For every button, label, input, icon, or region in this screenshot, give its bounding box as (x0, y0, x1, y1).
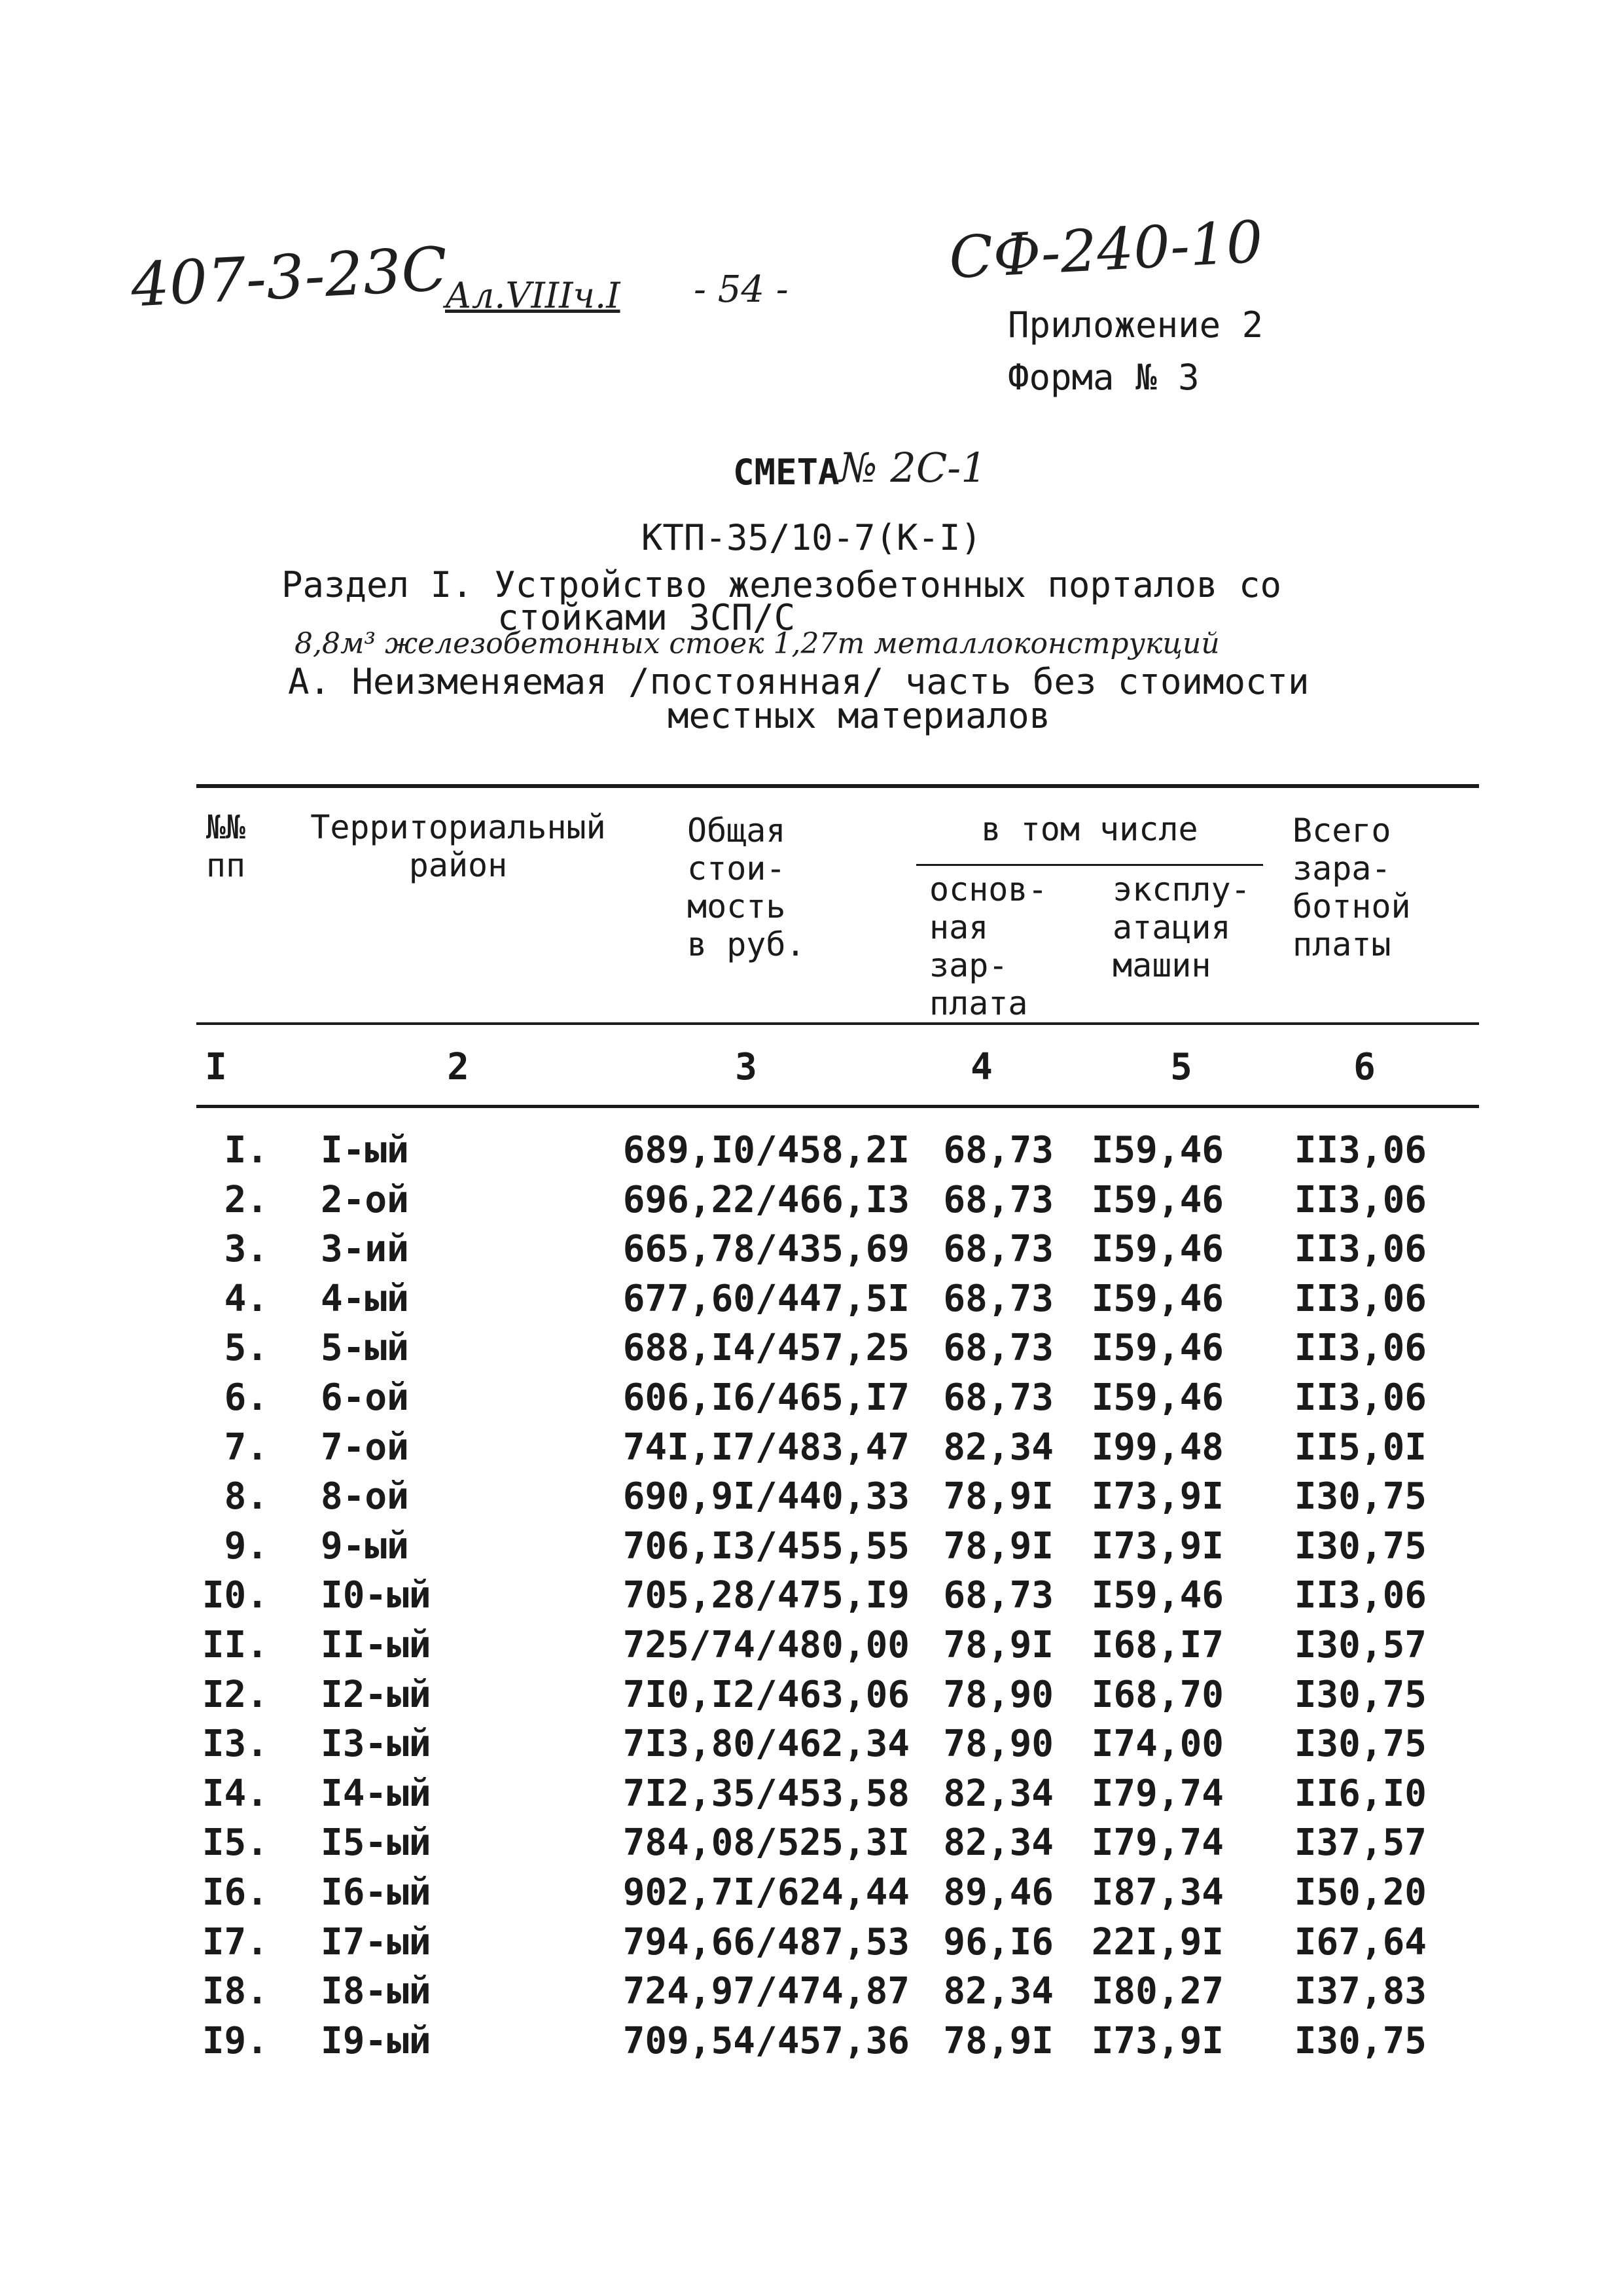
table-row (0, 1967, 1623, 2017)
row-machine-operation: 22I,9I (1091, 1920, 1224, 1964)
table-row (0, 1373, 1623, 1423)
row-region: 6-ой (321, 1376, 409, 1419)
row-basic-wage: 82,34 (943, 1821, 1054, 1865)
table-row (0, 1522, 1623, 1571)
row-number: 6. (224, 1376, 268, 1419)
row-machine-operation: I73,9I (1091, 1524, 1224, 1568)
row-basic-wage: 82,34 (943, 1772, 1054, 1815)
row-total-cost: 706,I3/455,55 (622, 1524, 910, 1568)
row-region: I8-ый (321, 1970, 431, 2013)
row-number: I8. (202, 1970, 268, 2013)
row-number: I4. (202, 1772, 268, 1815)
row-machine-operation: I74,00 (1091, 1723, 1224, 1766)
row-total-cost: 724,97/474,87 (622, 1970, 910, 2013)
row-total-wage: I50,20 (1294, 1871, 1427, 1914)
header-col-total: Общая стои- мость в руб. (687, 812, 806, 963)
row-total-cost: 606,I6/465,I7 (622, 1376, 910, 1419)
row-basic-wage: 78,90 (943, 1723, 1054, 1766)
row-total-wage: II3,06 (1294, 1228, 1427, 1271)
row-basic-wage: 68,73 (943, 1277, 1054, 1320)
header-bottom-rule (196, 1022, 1479, 1025)
row-total-cost: 688,I4/457,25 (622, 1327, 910, 1370)
row-machine-operation: I80,27 (1091, 1970, 1224, 2013)
row-total-cost: 725/74/480,00 (622, 1624, 910, 1666)
header-group-including: в том числе (981, 810, 1198, 848)
table-top-rule (196, 784, 1479, 788)
handwritten-album: Ал.VIIIч.I (445, 275, 620, 316)
row-basic-wage: 82,34 (943, 1426, 1054, 1469)
table-row (0, 1571, 1623, 1621)
header-col-wage: основ- ная зар- плата (929, 870, 1048, 1022)
table-row (0, 1175, 1623, 1225)
header-col-number: №№ пп (205, 808, 246, 884)
row-region: 8-ой (321, 1475, 409, 1518)
table-row (0, 1769, 1623, 1819)
table-row (0, 1719, 1623, 1769)
row-machine-operation: I59,46 (1091, 1178, 1224, 1221)
row-machine-operation: I99,48 (1091, 1426, 1224, 1469)
row-number: I9. (202, 2019, 268, 2062)
row-basic-wage: 68,73 (943, 1129, 1054, 1172)
appendix-label: Приложение 2 (1008, 304, 1264, 346)
row-region: I2-ый (321, 1673, 431, 1716)
row-number: 5. (224, 1327, 268, 1370)
row-number: I6. (202, 1871, 268, 1914)
table-row (0, 1323, 1623, 1373)
row-total-cost: 784,08/525,3I (622, 1821, 910, 1865)
row-number: I7. (202, 1920, 268, 1964)
object-title: КТП-35/10-7(К-I) (641, 517, 982, 558)
row-total-cost: 665,78/435,69 (622, 1228, 910, 1271)
row-machine-operation: I73,9I (1091, 1475, 1224, 1518)
row-machine-operation: I59,46 (1091, 1327, 1224, 1370)
column-number: I (205, 1046, 227, 1088)
page-number: - 54 - (694, 268, 789, 311)
row-basic-wage: 78,9I (943, 1624, 1054, 1666)
section-title-line1: Раздел I. Устройство железобетонных порталов со (281, 564, 1282, 605)
row-total-cost: 7I2,35/453,58 (622, 1772, 910, 1815)
row-basic-wage: 78,9I (943, 2019, 1054, 2062)
row-basic-wage: 68,73 (943, 1178, 1054, 1221)
smeta-number: № 2С-1 (839, 444, 987, 492)
group-underline (916, 864, 1263, 866)
row-total-cost: 74I,I7/483,47 (622, 1426, 910, 1469)
table-row (0, 1274, 1623, 1324)
table-row (0, 1472, 1623, 1522)
handwritten-code-left: 407-3-23С (129, 234, 450, 321)
row-total-wage: II3,06 (1294, 1129, 1427, 1172)
row-basic-wage: 78,9I (943, 1524, 1054, 1568)
row-total-wage: I30,75 (1294, 1475, 1427, 1518)
row-number: I5. (202, 1821, 268, 1865)
column-number: 4 (971, 1046, 993, 1088)
row-number: I. (224, 1129, 268, 1172)
row-total-wage: II3,06 (1294, 1574, 1427, 1617)
table-row (0, 2017, 1623, 2066)
row-region: 7-ой (321, 1426, 409, 1469)
row-number: 9. (224, 1524, 268, 1568)
row-total-wage: I67,64 (1294, 1920, 1427, 1964)
row-number: 8. (224, 1475, 268, 1518)
quantities-note: 8,8м³ железобетонных стоек 1,27т металлоконструкций (294, 627, 1220, 660)
row-region: 4-ый (321, 1277, 409, 1320)
column-number: 3 (735, 1046, 757, 1088)
row-machine-operation: I68,I7 (1091, 1624, 1224, 1666)
row-basic-wage: 68,73 (943, 1574, 1054, 1617)
row-total-wage: II6,I0 (1294, 1772, 1427, 1815)
row-number: 7. (224, 1426, 268, 1469)
row-number: II. (202, 1624, 268, 1666)
row-number: I2. (202, 1673, 268, 1716)
row-region: 3-ий (321, 1228, 409, 1271)
row-region: I-ый (321, 1129, 409, 1172)
row-total-wage: I37,57 (1294, 1821, 1427, 1865)
column-number: 6 (1353, 1046, 1376, 1088)
section-title-line2: стойками ЗСП/С (497, 597, 796, 638)
row-total-cost: 705,28/475,I9 (622, 1574, 910, 1617)
row-number: I3. (202, 1723, 268, 1766)
row-total-cost: 7I0,I2/463,06 (622, 1673, 910, 1716)
table-row (0, 1670, 1623, 1720)
row-basic-wage: 68,73 (943, 1376, 1054, 1419)
row-total-wage: II3,06 (1294, 1178, 1427, 1221)
table-row (0, 1423, 1623, 1473)
row-basic-wage: 82,34 (943, 1970, 1054, 2013)
row-basic-wage: 68,73 (943, 1228, 1054, 1271)
row-basic-wage: 89,46 (943, 1871, 1054, 1914)
row-total-cost: 696,22/466,I3 (622, 1178, 910, 1221)
row-machine-operation: I59,46 (1091, 1228, 1224, 1271)
row-region: 2-ой (321, 1178, 409, 1221)
row-number: 3. (224, 1228, 268, 1271)
row-region: I6-ый (321, 1871, 431, 1914)
row-machine-operation: I79,74 (1091, 1821, 1224, 1865)
column-numbers-rule (196, 1105, 1479, 1108)
form-label: Форма № 3 (1008, 357, 1200, 398)
table-row (0, 1868, 1623, 1918)
row-region: I5-ый (321, 1821, 431, 1865)
row-total-wage: I30,75 (1294, 1673, 1427, 1716)
row-number: I0. (202, 1574, 268, 1617)
row-total-cost: 902,7I/624,44 (622, 1871, 910, 1914)
row-machine-operation: I87,34 (1091, 1871, 1224, 1914)
row-basic-wage: 78,9I (943, 1475, 1054, 1518)
row-total-wage: I37,83 (1294, 1970, 1427, 2013)
handwritten-code-right: СФ-240-10 (947, 207, 1265, 292)
row-basic-wage: 96,I6 (943, 1920, 1054, 1964)
table-row (0, 1818, 1623, 1868)
header-col-machines: эксплу- атация машин (1113, 870, 1251, 984)
table-row (0, 1225, 1623, 1274)
row-region: I3-ый (321, 1723, 431, 1766)
row-machine-operation: I59,46 (1091, 1129, 1224, 1172)
row-total-cost: 7I3,80/462,34 (622, 1723, 910, 1766)
row-machine-operation: I59,46 (1091, 1376, 1224, 1419)
row-total-wage: II3,06 (1294, 1376, 1427, 1419)
row-machine-operation: I68,70 (1091, 1673, 1224, 1716)
table-row (0, 1918, 1623, 1967)
row-number: 2. (224, 1178, 268, 1221)
row-machine-operation: I59,46 (1091, 1574, 1224, 1617)
row-total-wage: II3,06 (1294, 1327, 1427, 1370)
column-numbers-row (0, 1043, 1623, 1092)
row-total-wage: I30,75 (1294, 1524, 1427, 1568)
table-row (0, 1621, 1623, 1670)
row-total-wage: II3,06 (1294, 1277, 1427, 1320)
row-region: 5-ый (321, 1327, 409, 1370)
row-region: I7-ый (321, 1920, 431, 1964)
row-basic-wage: 78,90 (943, 1673, 1054, 1716)
part-title-line1: А. Неизменяемая /постоянная/ часть без стоимости (288, 661, 1310, 702)
header-col-all-wage: Всего зара- ботной платы (1293, 812, 1411, 963)
row-total-cost: 794,66/487,53 (622, 1920, 910, 1964)
header-col-region: Территориальный район (310, 808, 606, 884)
row-basic-wage: 68,73 (943, 1327, 1054, 1370)
row-total-wage: II5,0I (1294, 1426, 1427, 1469)
part-title-line2: местных материалов (668, 695, 1051, 736)
row-machine-operation: I59,46 (1091, 1277, 1224, 1320)
table-row (0, 1126, 1623, 1175)
row-total-wage: I30,75 (1294, 1723, 1427, 1766)
row-region: I0-ый (321, 1574, 431, 1617)
row-total-cost: 709,54/457,36 (622, 2019, 910, 2062)
row-total-wage: I30,75 (1294, 2019, 1427, 2062)
row-region: II-ый (321, 1624, 431, 1666)
row-machine-operation: I79,74 (1091, 1772, 1224, 1815)
row-total-wage: I30,57 (1294, 1624, 1427, 1666)
row-total-cost: 690,9I/440,33 (622, 1475, 910, 1518)
row-number: 4. (224, 1277, 268, 1320)
row-region: I9-ый (321, 2019, 431, 2062)
row-region: 9-ый (321, 1524, 409, 1568)
smeta-title: СМЕТА (733, 452, 840, 493)
row-region: I4-ый (321, 1772, 431, 1815)
column-number: 5 (1170, 1046, 1192, 1088)
column-number: 2 (447, 1046, 469, 1088)
row-total-cost: 689,I0/458,2I (622, 1129, 910, 1172)
row-machine-operation: I73,9I (1091, 2019, 1224, 2062)
row-total-cost: 677,60/447,5I (622, 1277, 910, 1320)
